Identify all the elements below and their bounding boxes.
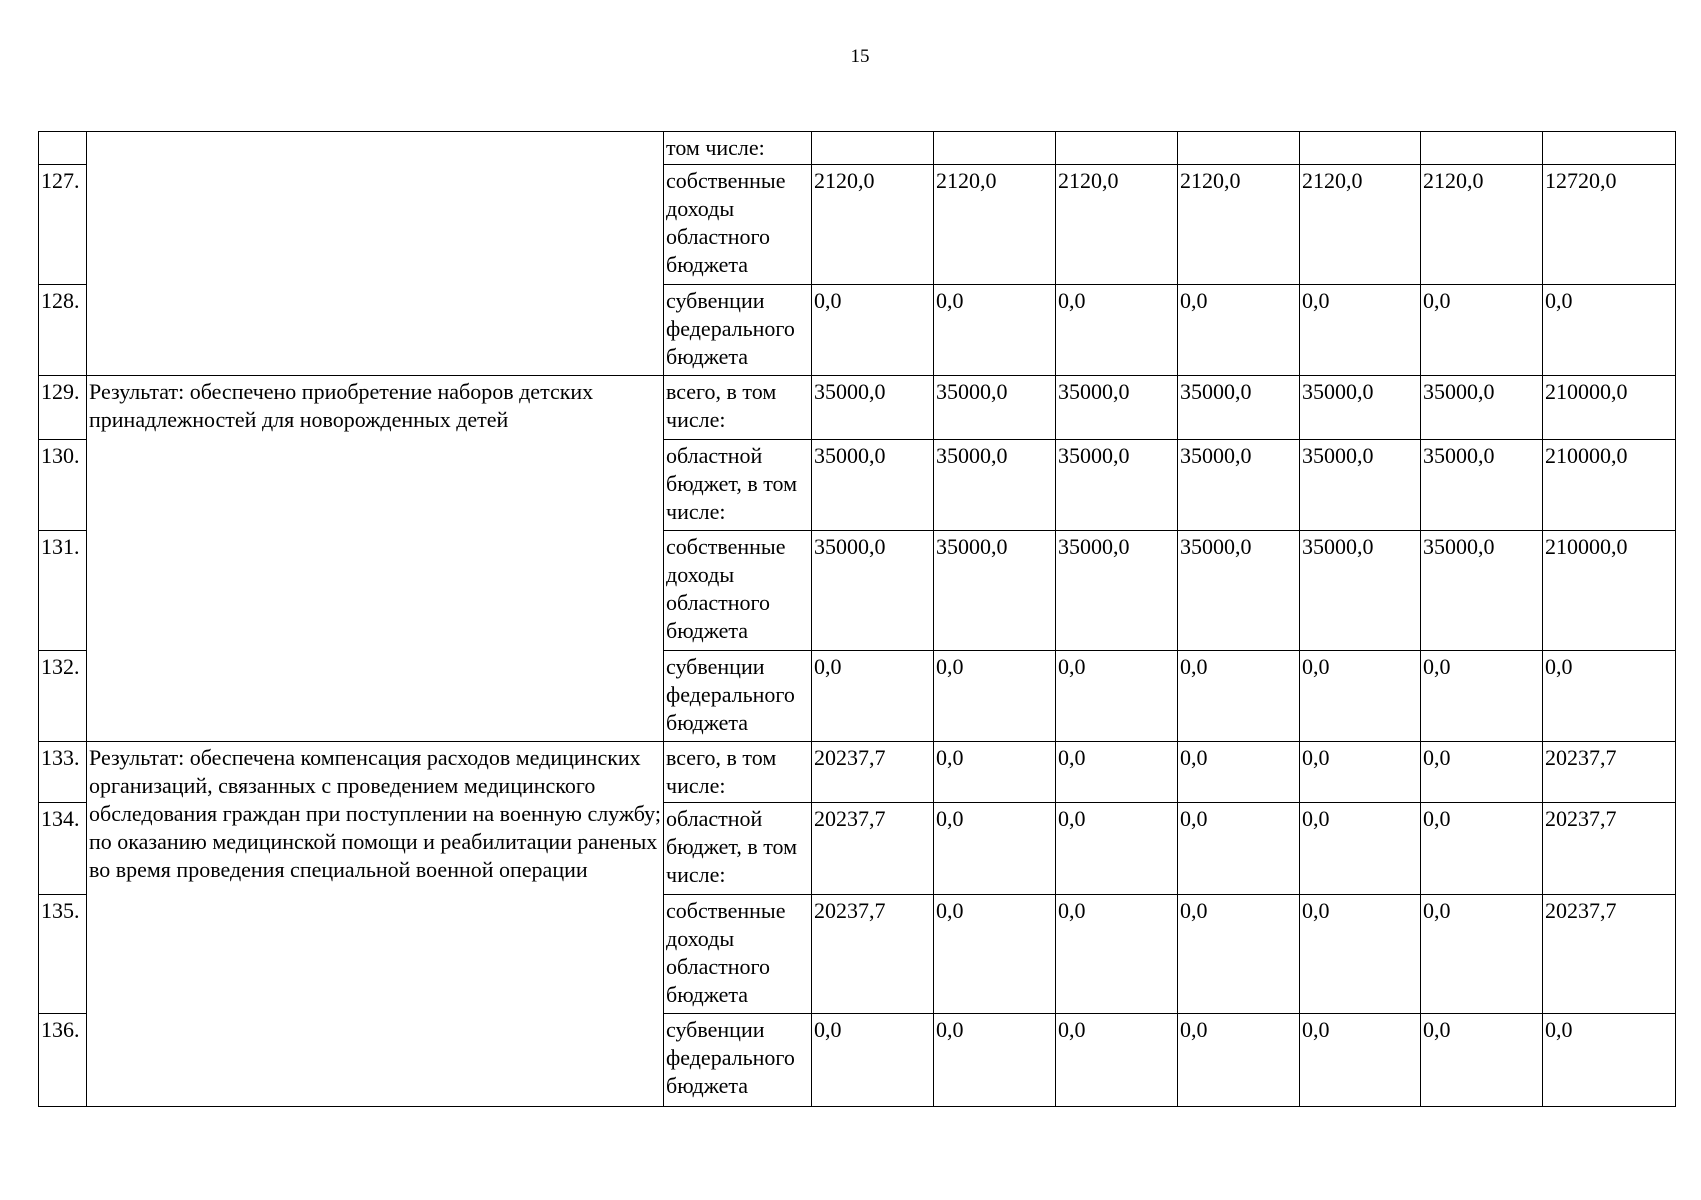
total-value-cell: 20237,7 — [1543, 742, 1676, 803]
year-value-cell: 0,0 — [1056, 651, 1178, 742]
year-value-cell: 35000,0 — [812, 376, 934, 440]
year-value-cell: 0,0 — [1421, 285, 1543, 376]
year-value-cell: 35000,0 — [1421, 531, 1543, 651]
funding-source-cell: всего, в том числе: — [664, 742, 812, 803]
result-description-cell: Результат: обеспечено приобретение наборов детских принадлежностей для новорожденных детей — [87, 376, 664, 742]
year-value-cell: 35000,0 — [1421, 376, 1543, 440]
year-value-cell — [1300, 132, 1421, 165]
year-value-cell: 0,0 — [1178, 651, 1300, 742]
funding-source-cell: субвенции федерального бюджета — [664, 285, 812, 376]
year-value-cell: 0,0 — [1056, 285, 1178, 376]
row-number-cell: 128. — [39, 285, 87, 376]
year-value-cell: 0,0 — [1421, 895, 1543, 1014]
row-number-cell: 132. — [39, 651, 87, 742]
year-value-cell: 0,0 — [1421, 1014, 1543, 1107]
year-value-cell: 0,0 — [812, 285, 934, 376]
year-value-cell: 35000,0 — [934, 440, 1056, 531]
funding-source-cell: собственные доходы областного бюджета — [664, 531, 812, 651]
year-value-cell: 35000,0 — [1056, 531, 1178, 651]
year-value-cell: 0,0 — [1421, 742, 1543, 803]
year-value-cell: 35000,0 — [1056, 376, 1178, 440]
funding-source-cell: всего, в том числе: — [664, 376, 812, 440]
year-value-cell: 35000,0 — [1300, 440, 1421, 531]
total-value-cell — [1543, 132, 1676, 165]
year-value-cell: 35000,0 — [934, 376, 1056, 440]
page-number: 15 — [850, 46, 870, 67]
year-value-cell: 20237,7 — [812, 742, 934, 803]
year-value-cell: 0,0 — [1421, 651, 1543, 742]
result-description-cell — [87, 132, 664, 376]
funding-source-cell: субвенции федерального бюджета — [664, 1014, 812, 1107]
year-value-cell: 0,0 — [1300, 895, 1421, 1014]
row-number-cell: 133. — [39, 742, 87, 803]
year-value-cell: 0,0 — [1421, 803, 1543, 895]
table-row — [39, 376, 1676, 440]
year-value-cell: 35000,0 — [1056, 440, 1178, 531]
year-value-cell: 35000,0 — [1421, 440, 1543, 531]
year-value-cell — [934, 132, 1056, 165]
row-number-cell: 130. — [39, 440, 87, 531]
year-value-cell — [812, 132, 934, 165]
year-value-cell: 0,0 — [1178, 285, 1300, 376]
year-value-cell: 2120,0 — [1056, 165, 1178, 285]
total-value-cell: 210000,0 — [1543, 531, 1676, 651]
year-value-cell: 2120,0 — [1300, 165, 1421, 285]
year-value-cell: 0,0 — [1056, 803, 1178, 895]
year-value-cell: 0,0 — [934, 803, 1056, 895]
year-value-cell: 0,0 — [1056, 1014, 1178, 1107]
row-number-cell — [39, 132, 87, 165]
year-value-cell: 0,0 — [812, 1014, 934, 1107]
year-value-cell: 0,0 — [1056, 742, 1178, 803]
year-value-cell: 0,0 — [1300, 285, 1421, 376]
year-value-cell: 2120,0 — [934, 165, 1056, 285]
year-value-cell: 35000,0 — [1178, 531, 1300, 651]
total-value-cell: 210000,0 — [1543, 376, 1676, 440]
year-value-cell: 0,0 — [934, 742, 1056, 803]
year-value-cell: 0,0 — [812, 651, 934, 742]
year-value-cell: 35000,0 — [934, 531, 1056, 651]
year-value-cell: 35000,0 — [1300, 531, 1421, 651]
year-value-cell: 0,0 — [1300, 1014, 1421, 1107]
year-value-cell: 0,0 — [1300, 742, 1421, 803]
total-value-cell: 0,0 — [1543, 651, 1676, 742]
year-value-cell: 35000,0 — [1300, 376, 1421, 440]
budget-table — [38, 131, 1676, 1107]
year-value-cell: 0,0 — [1178, 742, 1300, 803]
year-value-cell: 35000,0 — [1178, 440, 1300, 531]
year-value-cell: 35000,0 — [812, 440, 934, 531]
year-value-cell: 0,0 — [1056, 895, 1178, 1014]
total-value-cell: 20237,7 — [1543, 803, 1676, 895]
year-value-cell: 20237,7 — [812, 803, 934, 895]
year-value-cell: 20237,7 — [812, 895, 934, 1014]
funding-source-cell: том числе: — [664, 132, 812, 165]
year-value-cell: 35000,0 — [812, 531, 934, 651]
year-value-cell: 2120,0 — [812, 165, 934, 285]
year-value-cell: 0,0 — [934, 895, 1056, 1014]
row-number-cell: 135. — [39, 895, 87, 1014]
total-value-cell: 20237,7 — [1543, 895, 1676, 1014]
year-value-cell: 35000,0 — [1178, 376, 1300, 440]
result-description-cell: Результат: обеспечена компенсация расходов медицинских организаций, связанных с проведением медицинского обследования граждан при поступлении на военную службу; по оказанию медицинской помощи и реабилитации раненых во время проведения специальной военной операции — [87, 742, 664, 1107]
year-value-cell: 0,0 — [934, 651, 1056, 742]
row-number-cell: 134. — [39, 803, 87, 895]
row-number-cell: 131. — [39, 531, 87, 651]
year-value-cell: 0,0 — [1300, 803, 1421, 895]
year-value-cell: 0,0 — [1178, 895, 1300, 1014]
funding-source-cell: областной бюджет, в том числе: — [664, 440, 812, 531]
total-value-cell: 12720,0 — [1543, 165, 1676, 285]
year-value-cell — [1178, 132, 1300, 165]
year-value-cell: 0,0 — [1178, 803, 1300, 895]
year-value-cell — [1056, 132, 1178, 165]
year-value-cell: 0,0 — [934, 285, 1056, 376]
year-value-cell: 2120,0 — [1178, 165, 1300, 285]
funding-source-cell: субвенции федерального бюджета — [664, 651, 812, 742]
total-value-cell: 0,0 — [1543, 1014, 1676, 1107]
funding-source-cell: собственные доходы областного бюджета — [664, 895, 812, 1014]
table-row — [39, 742, 1676, 803]
year-value-cell: 2120,0 — [1421, 165, 1543, 285]
table-row — [39, 132, 1676, 165]
year-value-cell: 0,0 — [1300, 651, 1421, 742]
total-value-cell: 0,0 — [1543, 285, 1676, 376]
total-value-cell: 210000,0 — [1543, 440, 1676, 531]
funding-source-cell: собственные доходы областного бюджета — [664, 165, 812, 285]
row-number-cell: 136. — [39, 1014, 87, 1107]
year-value-cell — [1421, 132, 1543, 165]
row-number-cell: 127. — [39, 165, 87, 285]
year-value-cell: 0,0 — [1178, 1014, 1300, 1107]
funding-source-cell: областной бюджет, в том числе: — [664, 803, 812, 895]
year-value-cell: 0,0 — [934, 1014, 1056, 1107]
row-number-cell: 129. — [39, 376, 87, 440]
